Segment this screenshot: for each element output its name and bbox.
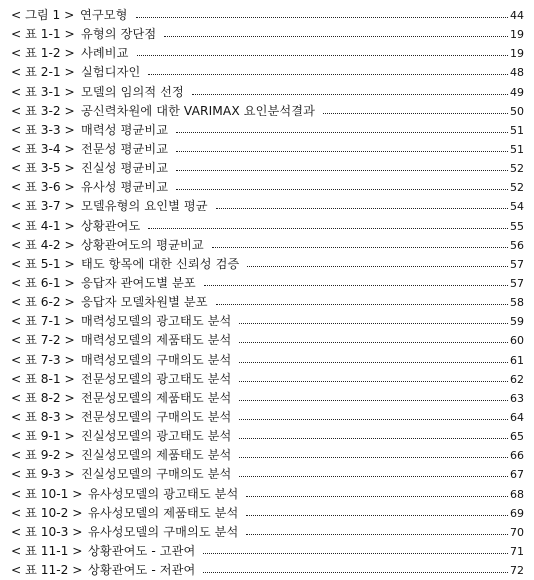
dot-leader: [204, 285, 508, 286]
entry-title: 진실성모델의 광고태도 분석: [81, 429, 232, 444]
entry-page-number: 55: [510, 219, 524, 233]
dot-leader: [164, 36, 508, 37]
entry-label: < 표 8-1 >: [11, 371, 75, 386]
dot-leader: [176, 132, 508, 133]
toc-entry: [0, 561, 534, 580]
toc-entry: [0, 408, 534, 427]
toc-entry: [0, 446, 534, 465]
dot-leader: [239, 342, 508, 343]
entry-page-number: 65: [510, 430, 524, 444]
entry-label: < 표 3-4 >: [11, 141, 75, 156]
dot-leader: [212, 247, 508, 248]
toc-entry: [0, 293, 534, 312]
entry-label: < 표 10-2 >: [11, 505, 83, 520]
toc-entry: [0, 217, 534, 236]
entry-title: 전문성모델의 제품태도 분석: [81, 390, 232, 405]
entry-page-number: 44: [510, 9, 524, 22]
entry-title: 유형의 장단점: [81, 27, 157, 42]
entry-page-number: 69: [510, 506, 524, 520]
toc-entry: [0, 523, 534, 542]
entry-title: 응답자 모델차원별 분포: [81, 295, 208, 310]
entry-label: < 표 3-6 >: [11, 180, 75, 195]
dot-leader: [176, 189, 508, 190]
dot-leader: [148, 74, 508, 75]
entry-title: 유사성모델의 광고태도 분석: [88, 486, 239, 501]
dot-leader: [176, 151, 508, 152]
dot-leader: [247, 266, 508, 267]
toc-entry: [0, 178, 534, 197]
entry-page-number: 51: [510, 123, 524, 137]
dot-leader: [136, 17, 508, 18]
entry-page-number: 70: [510, 525, 524, 539]
dot-leader: [176, 170, 508, 171]
dot-leader: [239, 400, 508, 401]
entry-page-number: 59: [510, 315, 524, 329]
entry-title: 진실성모델의 구매의도 분석: [81, 467, 232, 482]
entry-label: < 표 7-2 >: [11, 333, 75, 348]
toc-entry: [0, 25, 534, 44]
entry-title: 유사성 평균비교: [81, 180, 169, 195]
dot-leader: [239, 438, 508, 439]
entry-label: < 표 8-3 >: [11, 409, 75, 424]
toc-entry: [0, 159, 534, 178]
entry-page-number: 61: [510, 353, 524, 367]
entry-label: < 표 9-1 >: [11, 429, 75, 444]
dot-leader: [323, 113, 508, 114]
toc-entry: [0, 331, 534, 350]
dot-leader: [148, 228, 508, 229]
entry-title: 상황관여도의 평균비교: [81, 237, 204, 252]
entry-label: < 표 8-2 >: [11, 390, 75, 405]
entry-label: < 표 7-3 >: [11, 352, 75, 367]
entry-label: < 표 3-2 >: [11, 103, 75, 118]
entry-label: < 표 11-2 >: [11, 563, 83, 578]
entry-label: < 표 1-2 >: [11, 46, 75, 61]
entry-page-number: 60: [510, 334, 524, 348]
dot-leader: [239, 362, 508, 363]
entry-page-number: 64: [510, 410, 524, 424]
toc-entry: [0, 312, 534, 331]
toc-entry: [0, 274, 534, 293]
entry-page-number: 48: [510, 66, 524, 80]
dot-leader: [192, 94, 508, 95]
toc-entry: [0, 140, 534, 159]
entry-label: < 표 11-1 >: [11, 543, 83, 558]
entry-page-number: 63: [510, 391, 524, 405]
entry-page-number: 51: [510, 142, 524, 156]
entry-page-number: 57: [510, 276, 524, 290]
toc-entry: [0, 63, 534, 82]
toc-entry: [0, 465, 534, 484]
entry-page-number: 52: [510, 162, 524, 176]
entry-page-number: 52: [510, 181, 524, 195]
entry-page-number: 56: [510, 238, 524, 252]
dot-leader: [216, 208, 508, 209]
toc-entry: [0, 83, 534, 102]
toc-entry: [0, 197, 534, 216]
entry-title: 진실성모델의 제품태도 분석: [81, 448, 232, 463]
dot-leader: [246, 515, 508, 516]
entry-page-number: 19: [510, 28, 524, 42]
entry-title: 유사성모델의 제품태도 분석: [88, 505, 239, 520]
entry-label: < 표 3-7 >: [11, 199, 75, 214]
dot-leader: [216, 304, 508, 305]
dot-leader: [137, 55, 508, 56]
entry-title: 연구모형: [80, 8, 128, 22]
entry-page-number: 71: [510, 544, 524, 558]
dot-leader: [239, 323, 508, 324]
entry-label: < 표 5-1 >: [11, 256, 75, 271]
entry-title: 상황관여도 - 고관여: [88, 543, 196, 558]
toc-entry: [0, 504, 534, 523]
toc-entry: [0, 427, 534, 446]
entry-title: 태도 항목에 대한 신뢰성 검증: [81, 256, 240, 271]
entry-title: 공신력차원에 대한 VARIMAX 요인분석결과: [81, 103, 316, 118]
entry-title: 모델의 임의적 선정: [81, 84, 184, 99]
toc-entry: [0, 542, 534, 561]
entry-label: < 표 6-2 >: [11, 295, 75, 310]
entry-label: < 표 4-1 >: [11, 218, 75, 233]
entry-title: 사례비교: [81, 46, 129, 61]
entry-page-number: 62: [510, 372, 524, 386]
toc-entry: [0, 121, 534, 140]
entry-page-number: 50: [510, 104, 524, 118]
toc-entry: [0, 255, 534, 274]
dot-leader: [239, 381, 508, 382]
toc-entry: [0, 6, 534, 25]
dot-leader: [239, 419, 508, 420]
entry-label: < 표 2-1 >: [11, 65, 75, 80]
entry-label: < 표 10-3 >: [11, 524, 83, 539]
dot-leader: [246, 534, 508, 535]
dot-leader: [203, 572, 508, 573]
entry-title: 매력성모델의 제품태도 분석: [81, 333, 232, 348]
entry-page-number: 68: [510, 487, 524, 501]
entry-page-number: 19: [510, 47, 524, 61]
entry-label: < 표 6-1 >: [11, 275, 75, 290]
entry-label: < 표 9-3 >: [11, 467, 75, 482]
dot-leader: [239, 476, 508, 477]
entry-title: 전문성 평균비교: [81, 141, 169, 156]
entry-label: < 표 4-2 >: [11, 237, 75, 252]
entry-label: < 표 9-2 >: [11, 448, 75, 463]
toc-entry: [0, 485, 534, 504]
entry-label: < 표 3-1 >: [11, 84, 75, 99]
entry-title: 전문성모델의 광고태도 분석: [81, 371, 232, 386]
entry-label: < 표 3-5 >: [11, 161, 75, 176]
entry-label: < 그림 1 >: [11, 8, 75, 22]
toc-entry: [0, 44, 534, 63]
dot-leader: [239, 457, 508, 458]
entry-title: 진실성 평균비교: [81, 161, 169, 176]
toc-entry: [0, 102, 534, 121]
entry-label: < 표 3-3 >: [11, 122, 75, 137]
entry-title: 전문성모델의 구매의도 분석: [81, 409, 232, 424]
toc-entry: [0, 236, 534, 255]
entry-page-number: 66: [510, 449, 524, 463]
entry-page-number: 67: [510, 468, 524, 482]
entry-label: < 표 1-1 >: [11, 27, 75, 42]
entry-title: 실험디자인: [81, 65, 141, 80]
entry-title: 모델유형의 요인별 평균: [81, 199, 208, 214]
entry-title: 응답자 관여도별 분포: [81, 275, 196, 290]
entry-title: 매력성모델의 광고태도 분석: [81, 314, 232, 329]
dot-leader: [246, 496, 508, 497]
toc-entry: [0, 389, 534, 408]
entry-title: 매력성모델의 구매의도 분석: [81, 352, 232, 367]
toc-entry: [0, 351, 534, 370]
entry-page-number: 72: [510, 564, 524, 578]
entry-title: 매력성 평균비교: [81, 122, 169, 137]
entry-title: 상황관여도 - 저관여: [88, 563, 196, 578]
entry-label: < 표 7-1 >: [11, 314, 75, 329]
entry-title: 상황관여도: [81, 218, 141, 233]
entry-page-number: 54: [510, 200, 524, 214]
entry-page-number: 57: [510, 257, 524, 271]
entry-label: < 표 10-1 >: [11, 486, 83, 501]
entry-page-number: 58: [510, 296, 524, 310]
entry-page-number: 49: [510, 85, 524, 99]
toc-entry: [0, 370, 534, 389]
dot-leader: [203, 553, 508, 554]
entry-title: 유사성모델의 구매의도 분석: [88, 524, 239, 539]
